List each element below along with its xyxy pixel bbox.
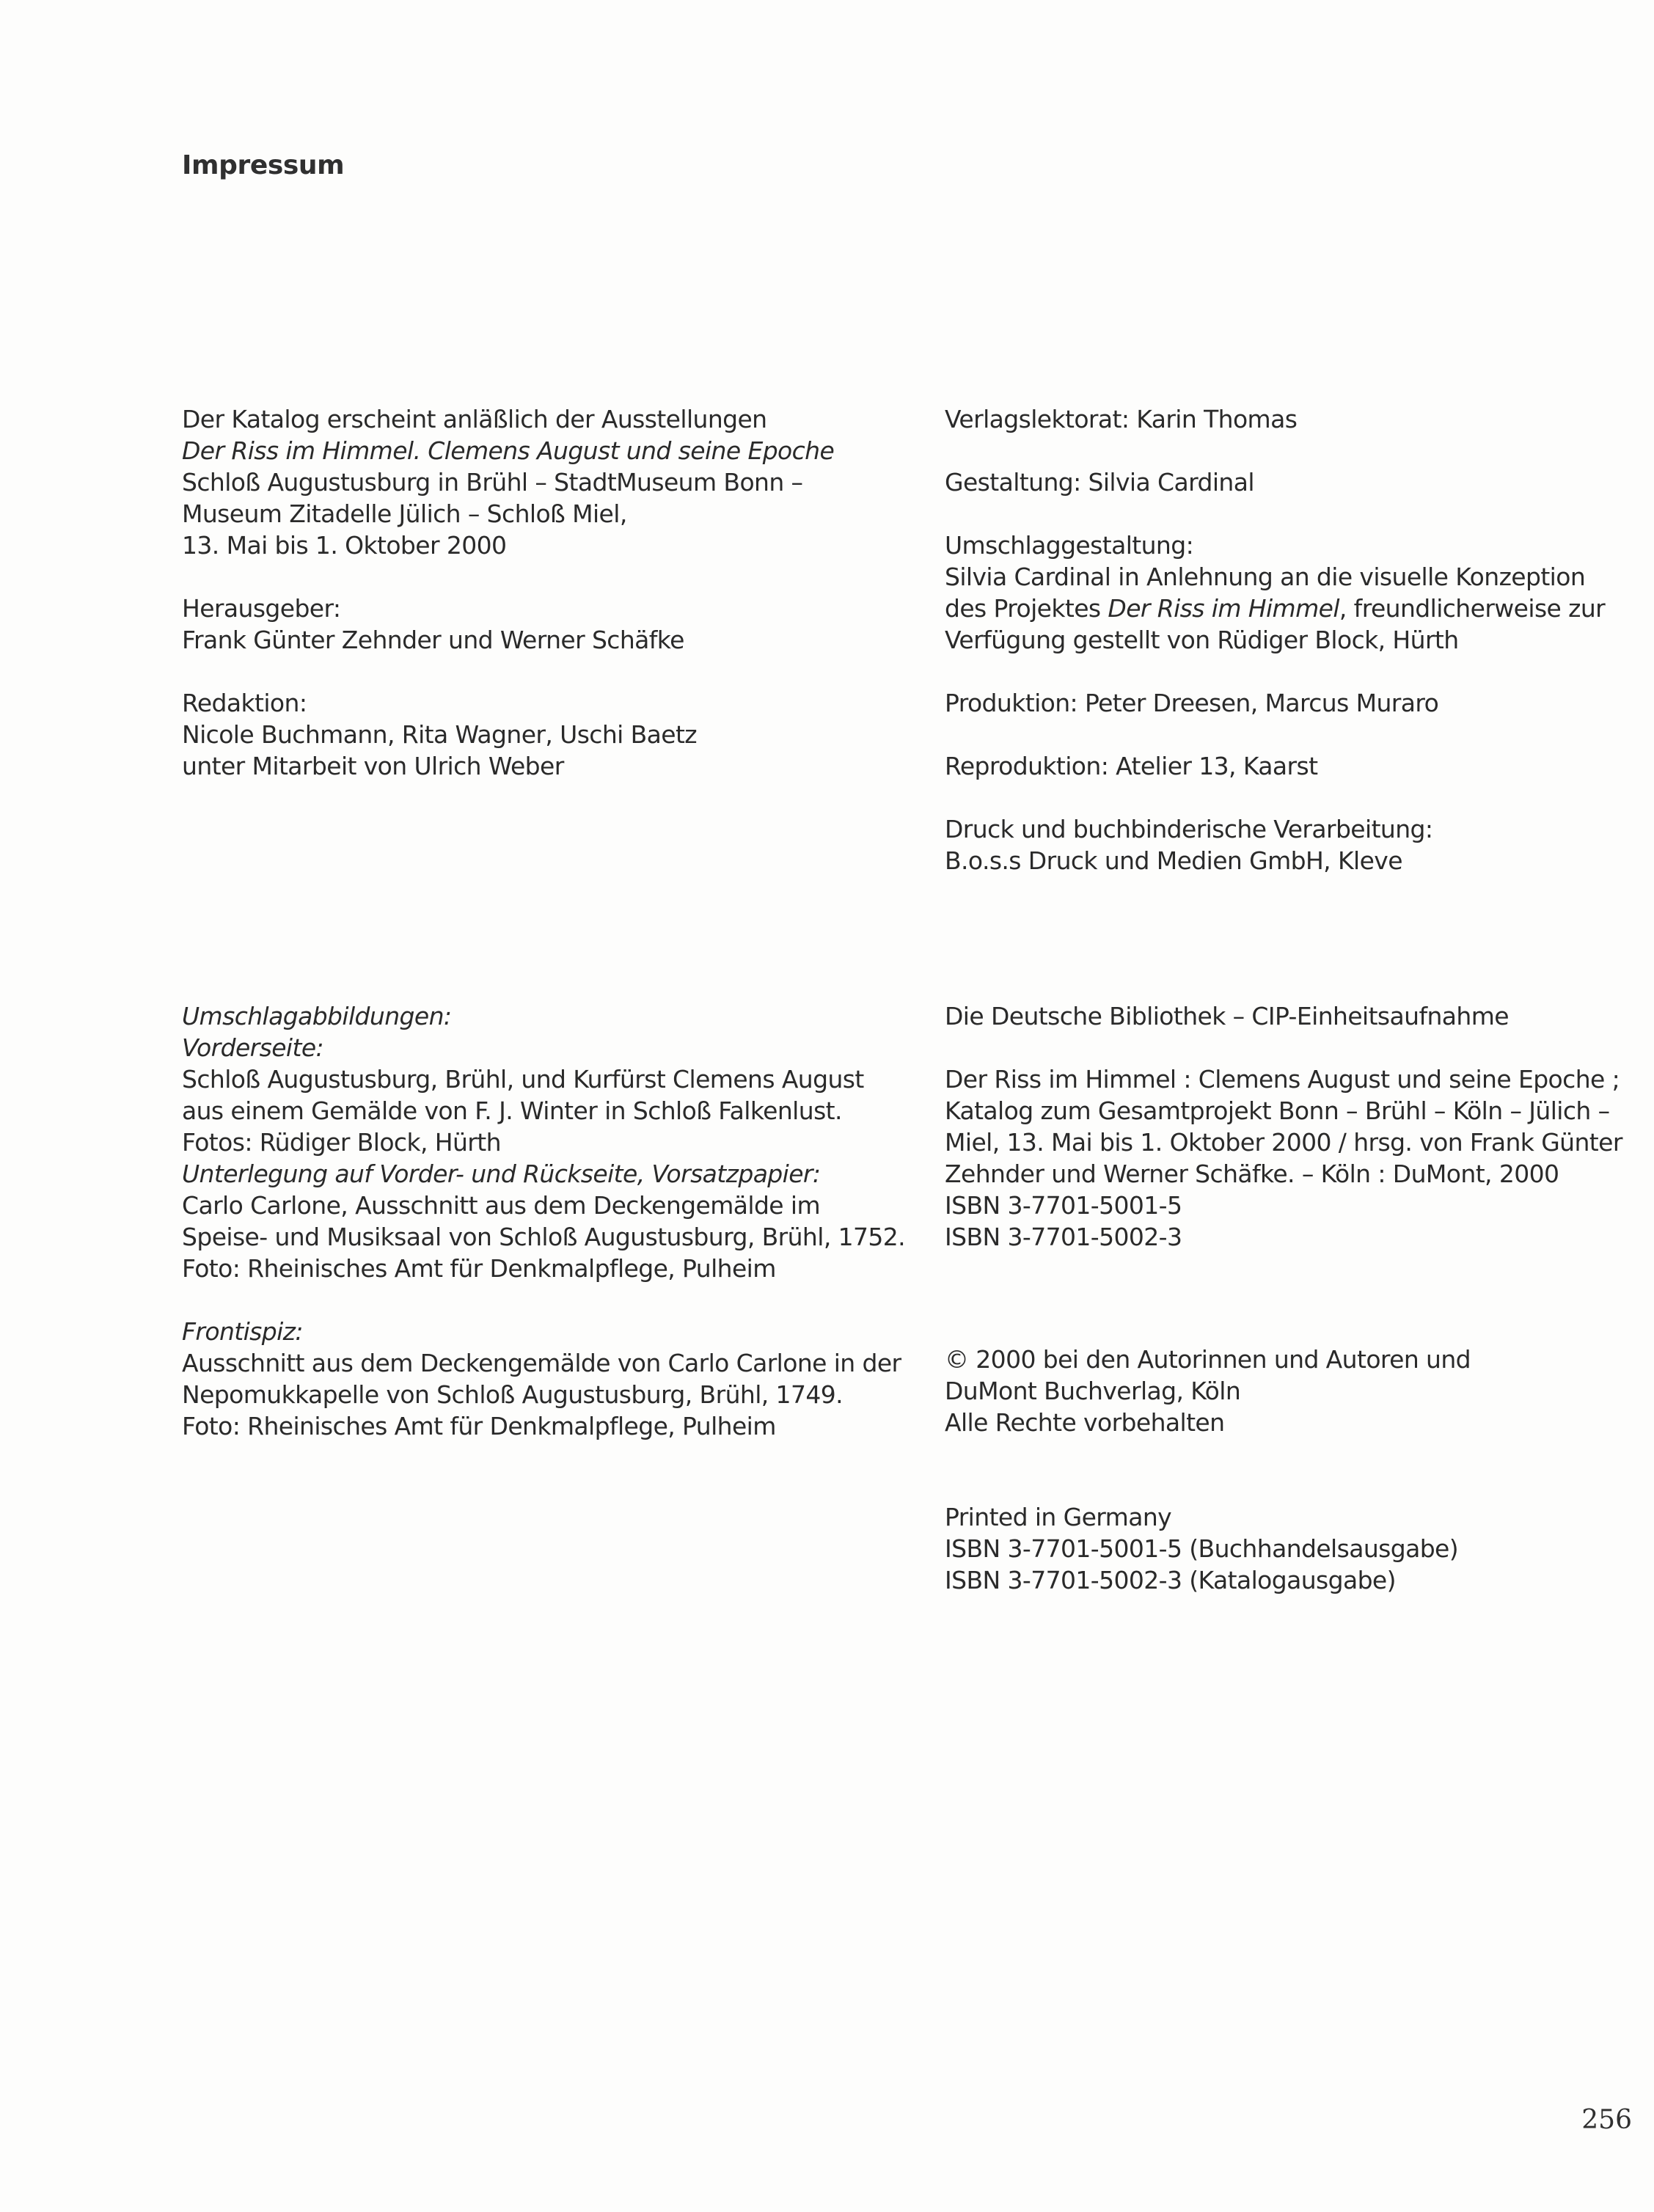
vorderseite-line: aus einem Gemälde von F. J. Winter in Schloß Falkenlust. <box>182 1096 842 1125</box>
copyright-line: Alle Rechte vorbehalten <box>945 1408 1225 1437</box>
frontispiz-label: Frontispiz: <box>182 1317 303 1346</box>
copyright-block <box>945 1344 1471 1438</box>
unterlegung-line: Carlo Carlone, Ausschnitt aus dem Deckengemälde im <box>182 1191 821 1220</box>
katalog-line: Der Katalog erscheint anläßlich der Ausstellungen <box>182 405 767 433</box>
umschlaggestaltung-line: des Projektes Der Riss im Himmel, freundlicherweise zur <box>945 594 1606 623</box>
herausgeber-value: Frank Günter Zehnder und Werner Schäfke <box>182 626 684 654</box>
isbn-katalog: ISBN 3-7701-5002-3 (Katalogausgabe) <box>945 1566 1396 1594</box>
umschlaggestaltung-line: Verfügung gestellt von Rüdiger Block, Hürth <box>945 626 1459 654</box>
produktion: Produktion: Peter Dreesen, Marcus Muraro <box>945 689 1439 717</box>
unterlegung-label: Unterlegung auf Vorder- und Rückseite, Vorsatzpapier: <box>182 1160 821 1188</box>
cip-line: Der Riss im Himmel : Clemens August und seine Epoche ; <box>945 1065 1620 1094</box>
cip-line: Zehnder und Werner Schäfke. – Köln : DuMont, 2000 <box>945 1160 1559 1188</box>
umschlag-heading: Umschlagabbildungen: <box>182 1002 452 1030</box>
frontispiz-line: Nepomukkapelle von Schloß Augustusburg, Brühl, 1749. <box>182 1380 844 1409</box>
page-number: 256 <box>1581 2105 1632 2135</box>
vorderseite-line: Fotos: Rüdiger Block, Hürth <box>182 1128 501 1157</box>
cip-heading: Die Deutsche Bibliothek – CIP-Einheitsaufnahme <box>945 1002 1509 1030</box>
umschlaggestaltung-label: Umschlaggestaltung: <box>945 531 1194 560</box>
umschlaggestaltung-line: Silvia Cardinal in Anlehnung an die visuelle Konzeption <box>945 563 1586 591</box>
copyright-line: DuMont Buchverlag, Köln <box>945 1377 1241 1405</box>
frontispiz-line: Ausschnitt aus dem Deckengemälde von Carlo Carlone in der <box>182 1349 901 1377</box>
exhibition-title-inline: Der Riss im Himmel <box>1108 594 1339 623</box>
cip-block <box>945 1000 1622 1253</box>
right-production-block <box>945 403 1605 876</box>
cip-line: Katalog zum Gesamtprojekt Bonn – Brühl – Köln – Jülich – <box>945 1096 1610 1125</box>
druck-value: B.o.s.s Druck und Medien GmbH, Kleve <box>945 846 1402 875</box>
image-credits-block <box>182 1000 905 1442</box>
katalog-line: Schloß Augustusburg in Brühl – StadtMuseum Bonn – <box>182 468 803 497</box>
cip-isbn: ISBN 3-7701-5002-3 <box>945 1223 1182 1251</box>
verlagslektorat: Verlagslektorat: Karin Thomas <box>945 405 1298 433</box>
vorderseite-label: Vorderseite: <box>182 1033 324 1062</box>
katalog-line: Museum Zitadelle Jülich – Schloß Miel, <box>182 499 627 528</box>
unterlegung-line: Foto: Rheinisches Amt für Denkmalpflege, Pulheim <box>182 1254 776 1283</box>
printed-in: Printed in Germany <box>945 1503 1172 1531</box>
redaktion-line: unter Mitarbeit von Ulrich Weber <box>182 752 564 780</box>
herausgeber-label: Herausgeber: <box>182 594 341 623</box>
copyright-line: © 2000 bei den Autorinnen und Autoren und <box>945 1345 1471 1374</box>
exhibition-title: Der Riss im Himmel. Clemens August und seine Epoche <box>182 436 835 465</box>
gestaltung: Gestaltung: Silvia Cardinal <box>945 468 1254 497</box>
redaktion-label: Redaktion: <box>182 689 307 717</box>
reproduktion: Reproduktion: Atelier 13, Kaarst <box>945 752 1318 780</box>
katalog-dates: 13. Mai bis 1. Oktober 2000 <box>182 531 507 560</box>
isbn-buchhandel: ISBN 3-7701-5001-5 (Buchhandelsausgabe) <box>945 1534 1459 1563</box>
redaktion-line: Nicole Buchmann, Rita Wagner, Uschi Baetz <box>182 720 698 749</box>
unterlegung-line: Speise- und Musiksaal von Schloß Augustusburg, Brühl, 1752. <box>182 1223 906 1251</box>
left-imprint-block <box>182 403 834 782</box>
cip-line: Miel, 13. Mai bis 1. Oktober 2000 / hrsg. von Frank Günter <box>945 1128 1622 1157</box>
frontispiz-line: Foto: Rheinisches Amt für Denkmalpflege, Pulheim <box>182 1412 776 1440</box>
printed-block <box>945 1501 1458 1596</box>
vorderseite-line: Schloß Augustusburg, Brühl, und Kurfürst Clemens August <box>182 1065 864 1094</box>
druck-label: Druck und buchbinderische Verarbeitung: <box>945 815 1433 843</box>
cip-isbn: ISBN 3-7701-5001-5 <box>945 1191 1182 1220</box>
page-title: Impressum <box>182 150 345 180</box>
